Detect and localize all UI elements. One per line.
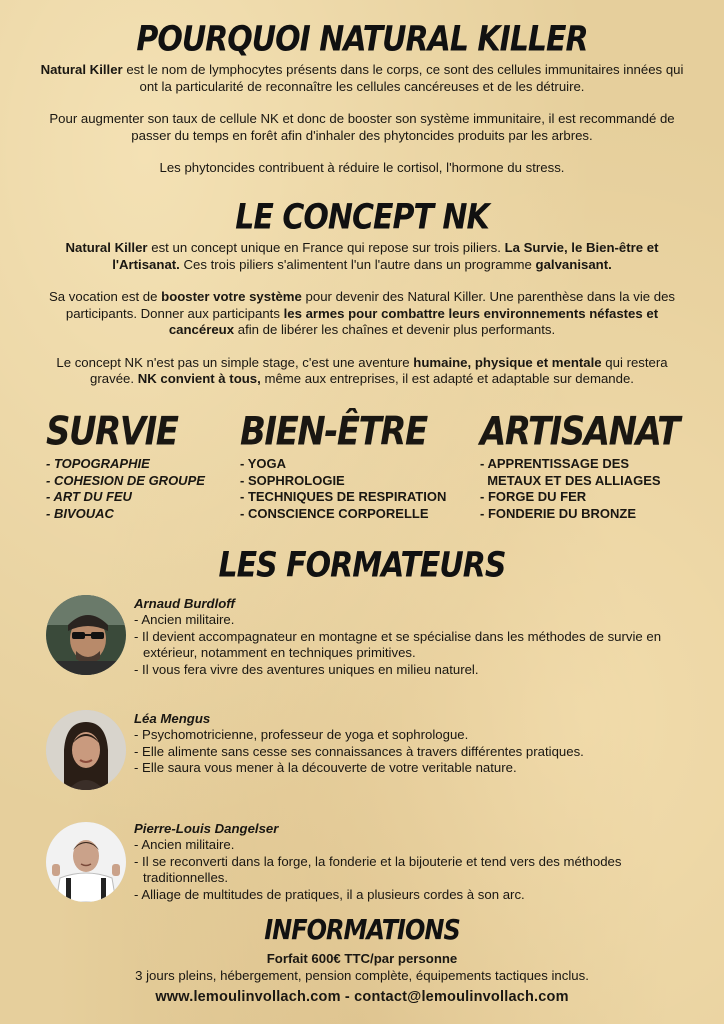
concept-a4: Ces trois piliers s'alimentent l'un l'autre dans un programme [179, 256, 536, 272]
concept-title: LE CONCEPT NK [235, 197, 489, 238]
list-item: - Ancien militaire. [134, 612, 235, 627]
concept-b4: les armes pour combattre leurs environnements néfastes et cancéreux [168, 305, 659, 337]
concept-paragraph-3 [40, 355, 684, 388]
info-price: Forfait 600€ TTC/par personne [266, 951, 458, 966]
concept-b3: pour devenir des Natural Killer. Une parenthèse dans la vie des participants. Donner aux participants [65, 289, 676, 321]
concept-c3: qui restera gravée. [90, 354, 668, 386]
trainer-lines [134, 837, 694, 903]
pillar-survie [46, 409, 205, 522]
avatar [46, 710, 126, 790]
list-item: - Alliage de multitudes de pratiques, il a plusieurs cordes à son arc. [134, 886, 525, 902]
why-text [40, 62, 684, 193]
trainers-title: LES FORMATEURS [218, 545, 506, 586]
list-item: - Il devient accompagnateur en montagne et se spécialise dans les méthodes de survie en extérieur, notamment en techniques primitives. [134, 628, 662, 660]
pillar-list [480, 456, 679, 522]
concept-b1: Sa vocation est de [48, 289, 162, 304]
portrait-man-sunglasses-icon [46, 595, 126, 675]
concept-a1: Natural Killer [65, 240, 148, 255]
list-item: - SOPHROLOGIE [240, 472, 345, 488]
list-item: - BIVOUAC [46, 505, 114, 521]
why-paragraph-3: Les phytoncides contribuent à réduire le cortisol, l'hormone du stress. [159, 160, 565, 175]
list-item: - TOPOGRAPHIE [46, 456, 150, 471]
trainer-name: Léa Mengus [134, 711, 211, 726]
trainer-info [134, 710, 694, 777]
trainer-name: Pierre-Louis Dangelser [134, 821, 279, 836]
list-item: - Psychomotricienne, professeur de yoga et sophrologue. [134, 727, 469, 742]
why-paragraph-2: Pour augmenter son taux de cellule NK et donc de booster son système immunitaire, il est recommandé de passer du temps en forêt afin d'inhaler des phytoncides produits par les arbres. [49, 111, 675, 143]
why-p1-bold: Natural Killer [40, 62, 123, 77]
list-item: - APPRENTISSAGE DES [480, 456, 630, 471]
trainer-name: Arnaud Burdloff [134, 596, 235, 611]
info-text [0, 950, 724, 1006]
pillar-list [240, 456, 446, 522]
portrait-woman-icon [46, 710, 126, 790]
info-title: INFORMATIONS [264, 913, 460, 947]
concept-c1: Le concept NK n'est pas un simple stage, c'est une aventure [56, 354, 414, 370]
why-p1-rest: est le nom de lymphocytes présents dans le corps, ce sont des cellules immunitaires innées qui ont la particularité de reconnaître les cellules cancéreuses et de les détruire. [122, 62, 684, 94]
trainer-lines [134, 727, 694, 777]
section-trainers [0, 545, 724, 586]
section-why [0, 19, 724, 60]
pillar-list [46, 456, 205, 522]
pillar-title: ARTISANAT [480, 409, 679, 455]
concept-b5: afin de libérer les chaînes et devenir plus performants. [234, 322, 556, 337]
info-details: 3 jours pleins, hébergement, pension complète, équipements tactiques inclus. [135, 968, 589, 983]
list-item: - FONDERIE DU BRONZE [480, 505, 636, 521]
concept-a2: est un concept unique en France qui repose sur trois piliers. [147, 240, 505, 255]
avatar [46, 822, 126, 902]
contact-line: www.lemoulinvollach.com - contact@lemoulinvollach.com [155, 989, 569, 1005]
list-item: - Ancien militaire. [134, 837, 235, 852]
section-info [0, 913, 724, 947]
list-item: - Il se reconverti dans la forge, la fonderie et la bijouterie et tend vers des méthodes traditionnelles. [134, 853, 622, 885]
trainer-info [134, 820, 694, 903]
avatar [46, 595, 126, 675]
list-item: - COHESION DE GROUPE [46, 472, 205, 488]
concept-a5: galvanisant. [535, 256, 612, 272]
concept-c4: NK convient à tous, [137, 371, 261, 386]
list-item: - CONSCIENCE CORPORELLE [240, 505, 429, 521]
trainer-info [134, 595, 694, 678]
list-item: - Elle saura vous mener à la découverte de votre veritable nature. [134, 760, 517, 775]
concept-c5: même aux entreprises, il est adapté et adaptable sur demande. [260, 371, 634, 386]
concept-c2: humaine, physique et mentale [413, 354, 602, 370]
trainer-lines [134, 612, 694, 678]
list-item: - Il vous fera vivre des aventures uniques en milieu naturel. [134, 661, 479, 677]
list-item: - FORGE DU FER [480, 489, 587, 504]
section-concept [0, 197, 724, 238]
concept-a3: La Survie, le Bien-être et l'Artisanat. [112, 240, 659, 272]
list-item: - YOGA [240, 456, 286, 471]
list-item: METAUX ET DES ALLIAGES [480, 472, 661, 488]
concept-text [40, 240, 684, 404]
concept-paragraph-2 [40, 289, 684, 339]
why-title: POURQUOI NATURAL KILLER [136, 19, 588, 60]
pillar-bien-etre [240, 409, 447, 522]
concept-b2: booster votre système [161, 289, 302, 304]
why-paragraph-1 [40, 62, 684, 95]
pillar-title: SURVIE [46, 409, 178, 455]
list-item: - Elle alimente sans cesse ses connaissances à travers différentes pratiques. [134, 743, 584, 759]
portrait-man-suspenders-icon [46, 822, 126, 902]
list-item: - TECHNIQUES DE RESPIRATION [240, 489, 447, 504]
concept-paragraph-1 [40, 240, 684, 273]
pillar-title: BIEN-ÊTRE [240, 409, 427, 455]
pillar-artisanat [480, 409, 679, 522]
list-item: - ART DU FEU [46, 489, 132, 504]
